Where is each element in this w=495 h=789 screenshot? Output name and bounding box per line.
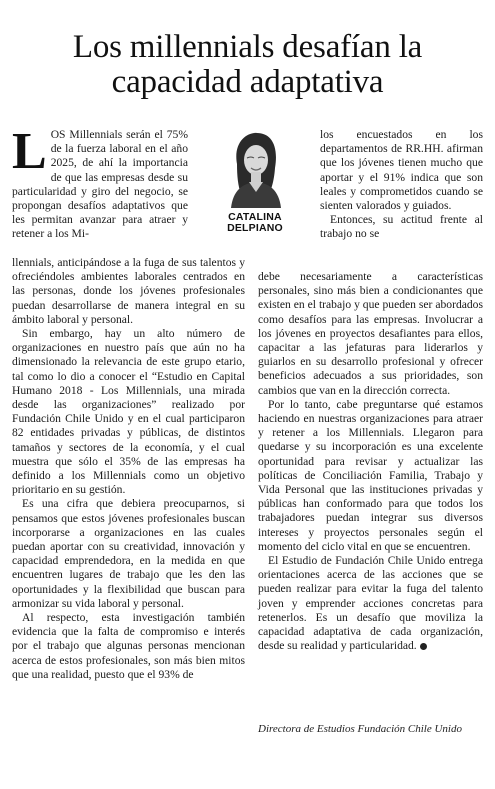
paragraph-4-continued: los encuestados en los departamentos de RR.HH. afirman que los jóvenes tienen mucho que aportar y el 91% indica que son leales y comprometidos cuando se sienten valorados y guiados. — [320, 128, 483, 213]
author-signature: Directora de Estudios Fundación Chile Unido — [258, 723, 462, 735]
paragraph-2: Sin embargo, hay un alto número de organizaciones en nuestro país que aún no ha dimensionado la relevancia de este grupo etario, tal como lo dio a conocer el “Estudio en Capital Humano 2018 - Los Millennials, una mirada desde las organizaciones” realizado por Fundación Chile Unido y en el cual participaron 82 entidades privadas y públicas, de distintos tamaños y sectores de la economía, y el cual muestra que sólo el 35% de las empresas ha definido a los Millennials como un objetivo prioritario en su gestión. — [12, 327, 245, 497]
author-box — [195, 128, 315, 234]
headline: Los millennials desafían la capacidad adaptativa — [72, 29, 423, 100]
column1-top — [12, 123, 188, 242]
author-name-line1: CATALINA — [228, 211, 282, 223]
paragraph-3: Es una cifra que debiera preocuparnos, si pensamos que estos jóvenes profesionales buscan incorporarse a organizaciones en las cuales puedan aportar con su creatividad, innovación y capacidad emprendedora, en la medida en que encuentren lugares de trabajo que les den las oportunidades y la flexibilidad que buscan para armonizar su vida laboral y personal. — [12, 497, 245, 610]
paragraph-1-end: llennials, anticipándose a la fuga de sus talentos y ofreciéndoles ambientes laborales centrados en las personas, donde los jóvenes profesionales puedan desarrollarse de manera integral en su ámbito laboral y personal. — [12, 256, 245, 326]
column2-body — [258, 270, 483, 653]
paragraph-7-text: El Estudio de Fundación Chile Unido entrega orientaciones acerca de las acciones que se pueden realizar para evitar la fuga del talento joven y emprender acciones concretas para retenerlos. Es un desafío que moviliza la capacidad adaptativa de cada organización, desde su realidad y particularidad. — [258, 554, 483, 653]
author-name-line2: DELPIANO — [227, 222, 283, 234]
paragraph-1-text: OS Millennials serán el 75% de la fuerza laboral en el año 2025, de ahí la importancia de que las empresas desde su particularidad y giro del negocio, se propongan desafíos adaptativos que les permitan avanzar para atraer y retener a los Mi- — [12, 128, 188, 241]
column1-body — [12, 256, 245, 682]
end-of-article-icon — [420, 643, 427, 650]
paragraph-4: Al respecto, esta investigación también evidencia que la falta de compromiso e interés por el trabajo que algunas personas mencionan acerca de estos profesionales, son más bien mitos que una realidad, puesto que el 93% de — [12, 611, 245, 681]
paragraph-5-start: Entonces, su actitud frente al trabajo no se — [320, 213, 483, 241]
dropcap: L — [12, 123, 47, 180]
paragraph-5-end: debe necesariamente a características personales, sino más bien a condicionantes que existen en el trabajo y que pueden ser abordados como desafíos para las empresas. Involucrar a los jóvenes en proyectos desafiantes para ellos, capacitar a las jefaturas para liderarlos y guiarlos en su desarrollo profesional y ofrecer beneficios adecuados a sus prioridades, son cambios que van en la dirección correcta. — [258, 270, 483, 397]
paragraph-7 — [258, 554, 483, 653]
column2-top — [320, 128, 483, 242]
paragraph-1-start — [12, 123, 188, 242]
author-portrait — [225, 128, 285, 208]
paragraph-6: Por lo tanto, cabe preguntarse qué estamos haciendo en nuestras organizaciones para atraer y retener a los Millennials. Llegaron para quedarse y su incorporación es una excelente oportunidad para revisar y actualizar las políticas de Conciliación Familia, Trabajo y Vida Personal que las instituciones privadas y públicas han conformado para que todos los trabajadores puedan integrar sus diversos intereses y proyectos personales según el momento del ciclo vital en que se encuentren. — [258, 397, 483, 553]
